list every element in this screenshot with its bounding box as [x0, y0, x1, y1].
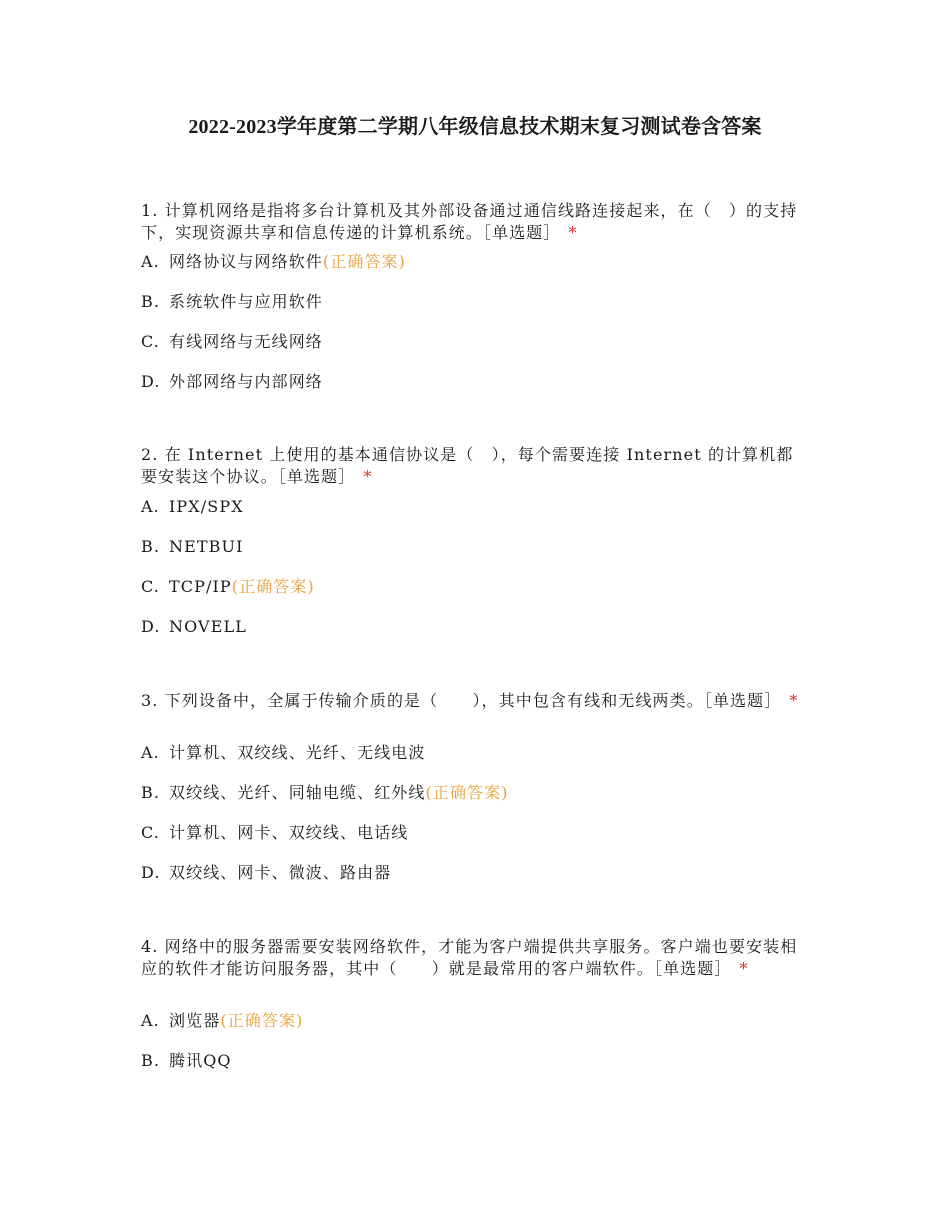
option-4a: A. 浏览器(正确答案)	[141, 1011, 304, 1030]
question-2	[141, 444, 809, 488]
option-3d: D. 双绞线、网卡、微波、路由器	[141, 863, 392, 882]
correct-answer-tag: (正确答案)	[425, 783, 509, 802]
correct-answer-tag: (正确答案)	[220, 1011, 304, 1030]
option-3a: A. 计算机、双绞线、光纤、无线电波	[141, 743, 426, 762]
question-1	[141, 200, 809, 244]
required-mark: *	[568, 223, 578, 242]
option-1b: B. 系统软件与应用软件	[141, 292, 323, 311]
option-2a: A. IPX/SPX	[141, 497, 244, 516]
option-1c: C. 有线网络与无线网络	[141, 332, 323, 351]
question-4	[141, 936, 809, 980]
question-stem: 1. 计算机网络是指将多台计算机及其外部设备通过通信线路连接起来，在（ ）的支持下，实现资源共享和信息传递的计算机系统。［单选题］	[141, 201, 798, 242]
option-1a: A. 网络协议与网络软件(正确答案)	[141, 252, 406, 271]
required-mark: *	[363, 467, 373, 486]
option-1d: D. 外部网络与内部网络	[141, 372, 323, 391]
document-title: 2022-2023学年度第二学期八年级信息技术期末复习测试卷含答案	[188, 116, 762, 138]
required-mark: *	[739, 959, 749, 978]
question-stem: 4. 网络中的服务器需要安装网络软件，才能为客户端提供共享服务。客户端也要安装相应的软件才能访问服务器，其中（ ）就是最常用的客户端软件。［单选题］	[141, 937, 798, 978]
option-4b: B. 腾讯QQ	[141, 1051, 232, 1070]
option-2d: D. NOVELL	[141, 617, 247, 636]
correct-answer-tag: (正确答案)	[231, 577, 315, 596]
question-3	[141, 690, 809, 712]
required-mark: *	[789, 691, 799, 710]
option-3b: B. 双绞线、光纤、同轴电缆、红外线(正确答案)	[141, 783, 509, 802]
question-stem: 2. 在 Internet 上使用的基本通信协议是（ ），每个需要连接 Internet 的计算机都要安装这个协议。［单选题］	[141, 445, 794, 486]
option-2c: C. TCP/IP(正确答案)	[141, 577, 315, 596]
option-3c: C. 计算机、网卡、双绞线、电话线	[141, 823, 409, 842]
correct-answer-tag: (正确答案)	[322, 252, 406, 271]
option-2b: B. NETBUI	[141, 537, 244, 556]
question-stem: 3. 下列设备中，全属于传输介质的是（ ），其中包含有线和无线两类。［单选题］	[141, 691, 782, 710]
